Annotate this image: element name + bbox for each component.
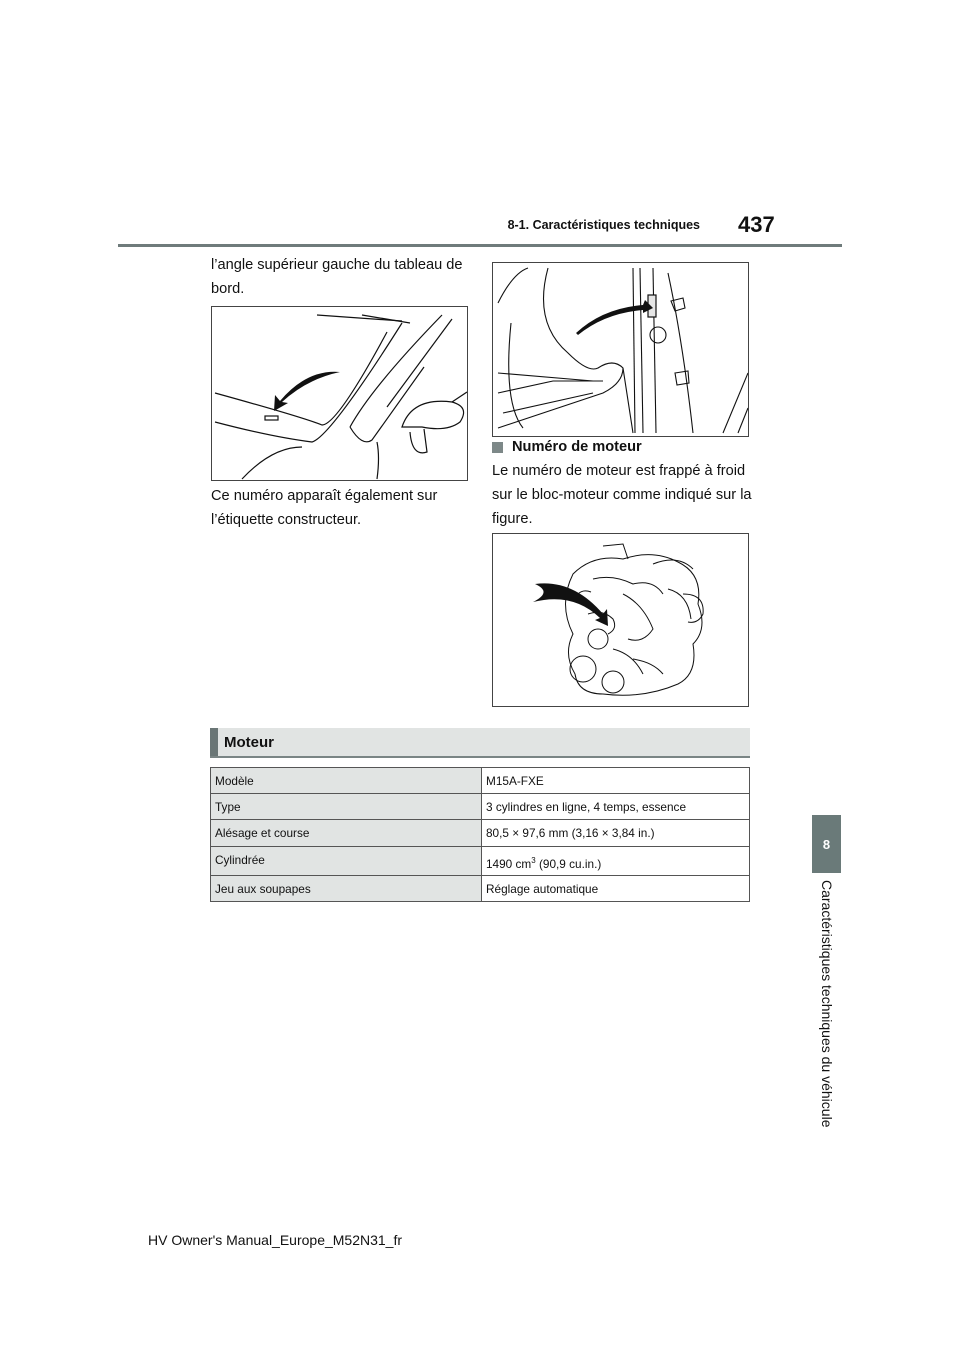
seat-pillar-drawing-icon [493, 263, 748, 436]
table-row [211, 820, 750, 847]
section-header: 8-1. Caractéristiques techniques [507, 218, 700, 232]
page-number: 437 [738, 212, 775, 237]
spec-label: Alésage et course [211, 820, 482, 847]
table-row [211, 794, 750, 820]
table-row [211, 876, 750, 902]
square-bullet-icon [492, 442, 503, 453]
engine-number-paragraph: Le numéro de moteur est frappé à froid sur le bloc-moteur comme indiqué sur la figure. [492, 463, 752, 527]
engine-number-illustration [492, 533, 749, 707]
dashboard-vin-illustration [211, 306, 468, 481]
spec-value: M15A-FXE [482, 768, 750, 794]
intro-text: l’angle supérieur gauche du tableau de bord. [211, 257, 463, 297]
spec-label: Type [211, 794, 482, 820]
windshield-drawing-icon [212, 307, 467, 480]
vin-caption: Ce numéro apparaît également sur l’étiquette constructeur. [211, 488, 438, 528]
section-title: Moteur [224, 733, 274, 751]
spec-value: 3 cylindres en ligne, 4 temps, essence [482, 794, 750, 820]
spec-value: 80,5 × 97,6 mm (3,16 × 3,84 in.) [482, 820, 750, 847]
engine-spec-table [210, 767, 750, 902]
footer-manual-id: HV Owner's Manual_Europe_M52N31_fr [148, 1232, 403, 1248]
spec-value: Réglage automatique [482, 876, 750, 902]
engine-block-drawing-icon [493, 534, 748, 706]
chapter-side-label: Caractéristiques techniques du véhicule [819, 880, 835, 1128]
spec-label: Jeu aux soupapes [211, 876, 482, 902]
heading-accent-bar [210, 728, 218, 756]
chapter-tab[interactable]: 8 [812, 815, 841, 873]
engine-number-subheading: Numéro de moteur [492, 439, 642, 455]
door-pillar-label-illustration [492, 262, 749, 437]
spec-label: Modèle [211, 768, 482, 794]
spec-label: Cylindrée [211, 847, 482, 876]
header-divider [118, 244, 842, 247]
spec-value: 1490 $cm^3$ (90,9 cu.in.) [482, 847, 750, 876]
table-row [211, 768, 750, 794]
table-row [211, 847, 750, 876]
section-heading-moteur [210, 728, 750, 758]
